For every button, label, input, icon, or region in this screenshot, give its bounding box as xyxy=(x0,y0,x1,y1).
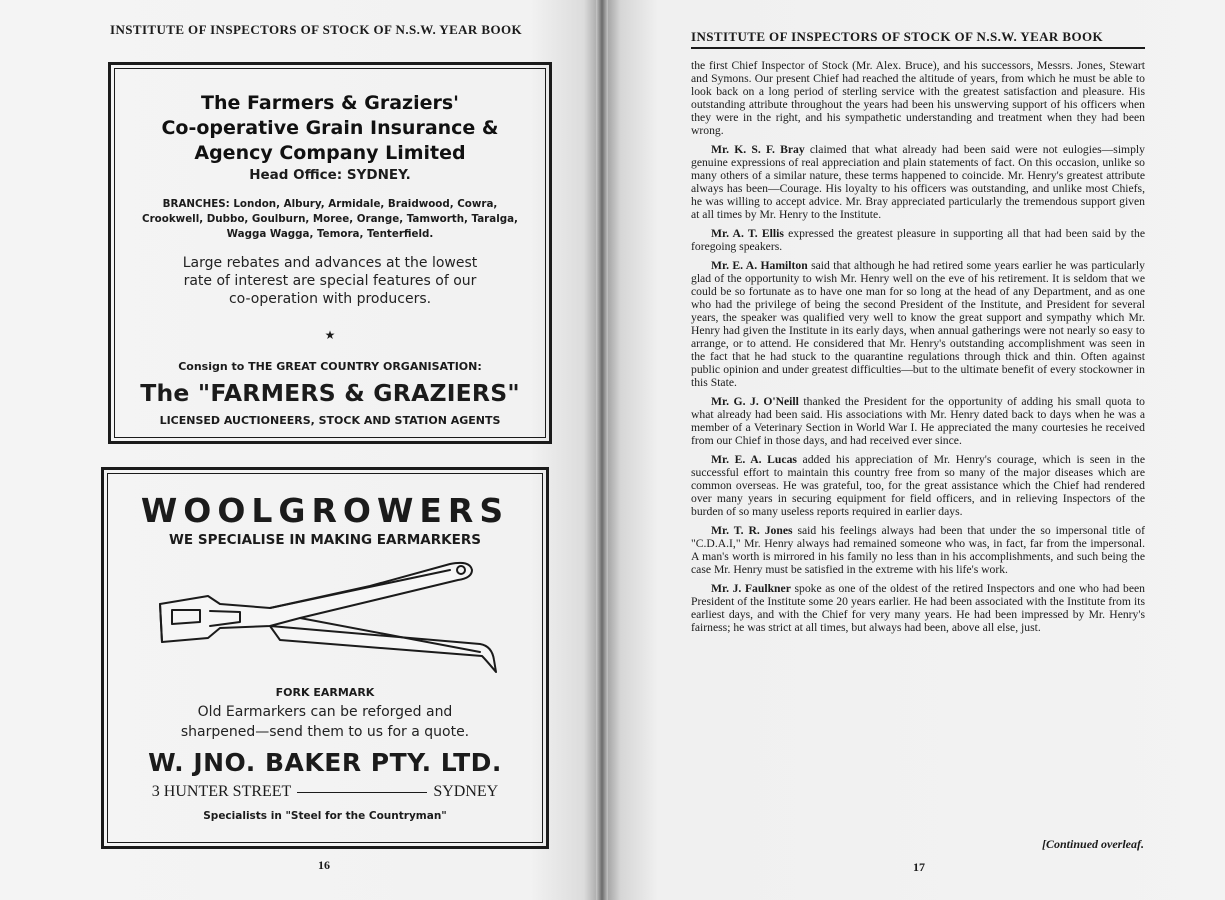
ad-subhead: WE SPECIALISE IN MAKING EARMARKERS xyxy=(169,532,481,548)
speaker-name: Mr. A. T. Ellis xyxy=(711,227,784,240)
right-page xyxy=(602,0,1225,900)
speaker-name: Mr. T. R. Jones xyxy=(711,524,793,537)
company-name: W. JNO. BAKER PTY. LTD. xyxy=(148,748,502,777)
paragraph: Mr. K. S. F. Bray claimed that what already had been said were not eulogies—simply genuine expressions of real appreciation and plain statements of fact. On this occasion, unlike so many others of a similar nature, these terms happened to coincide. Mr. Henry's greatest attribute always has been—Courage. His loyalty to his officers was outstanding, and unlike most Chiefs, he was willing to accept advice. Mr. Bray appreciated particularly the tremendous support given at all times by Mr. Henry to the Institute. xyxy=(691,143,1145,221)
address: 3 HUNTER STREET SYDNEY xyxy=(151,783,499,800)
speaker-name: Mr. G. J. O'Neill xyxy=(711,395,799,408)
paragraph: Mr. G. J. O'Neill thanked the President for the opportunity of adding his small quota to what already had been said. His associations with Mr. Henry dated back to days when he was a member of a Veterinary Section in World War I. He appreciated the many courtesies he received from our Chief in those days, and had received ever since. xyxy=(691,395,1146,447)
speaker-name: Mr. J. Faulkner xyxy=(711,582,791,595)
star-icon: ★ xyxy=(324,328,336,342)
ad-title: The Farmers & Graziers' Co-operative Grain Insurance & Agency Company Limited xyxy=(161,92,499,164)
branches-list: BRANCHES: London, Albury, Armidale, Braidwood, Cowra, Crookwell, Dubbo, Goulburn, Moree, Orange, Tamworth, Taralga, Wagga Wagga, Temora, Tenterfield. xyxy=(142,198,518,240)
product-caption: FORK EARMARK xyxy=(275,686,375,699)
continued-note: [Continued overleaf. xyxy=(1042,837,1144,851)
consign-text: Consign to THE GREAT COUNTRY ORGANISATION: xyxy=(178,360,482,373)
reforge-text: Old Earmarkers can be reforged and sharpened—send them to us for a quote. xyxy=(180,704,470,740)
speaker-name: Mr. E. A. Lucas xyxy=(711,453,797,466)
book-gutter xyxy=(596,0,608,900)
speaker-name: Mr. E. A. Hamilton xyxy=(711,259,808,272)
speaker-name: Mr. K. S. F. Bray xyxy=(711,143,805,156)
paragraph: Mr. E. A. Hamilton said that although he had retired some years earlier he was particularly glad of the opportunity to wish Mr. Henry well on the eve of his retirement. It is seldom that we could be so fortunate as to have one man for so long at the head of any Department, and as one who had the privilege of being the second President of the Institute, and President for several years, the speaker was qualified very well to know the great support and sympathy which Mr. Henry had given the Institute in its early days, when annual gatherings were not nearly so easy to arrange, or to attend. He considered that Mr. Henry's outstanding accomplishment was seen in the fact that he had stuck to the quarantine regulations through thick and thin. Often against public opinion and under greatest difficulties—but to the ultimate benefit of every stockowner in this State. xyxy=(691,259,1145,389)
head-office: Head Office: SYDNEY. xyxy=(249,167,411,183)
page-number: 16 xyxy=(318,858,330,872)
page-number: 17 xyxy=(913,860,925,874)
paragraph: Mr. J. Faulkner spoke as one of the oldest of the retired Inspectors and one who had been President of the Institute some 20 years earlier. He had been associated with the Institute from its earliest days, and with the Chief for very many years. He had been impressed by Mr. Henry's fairness; he was strict at all times, but always had been, above all else, just. xyxy=(691,582,1145,634)
farmers-graziers-advertisement xyxy=(108,62,552,444)
running-head: INSTITUTE OF INSPECTORS OF STOCK OF N.S.W. YEAR BOOK xyxy=(110,22,522,37)
paragraph: Mr. A. T. Ellis expressed the greatest pleasure in supporting all that had been said by the foregoing speakers. xyxy=(691,227,1145,253)
tagline: Specialists in "Steel for the Countryman" xyxy=(203,810,447,822)
ad-headline: WOOLGROWERS xyxy=(140,491,510,530)
article-body xyxy=(691,59,1145,634)
running-head: INSTITUTE OF INSPECTORS OF STOCK OF N.S.W. YEAR BOOK xyxy=(691,29,1145,49)
licensed-agents: LICENSED AUCTIONEERS, STOCK AND STATION AGENTS xyxy=(159,414,501,427)
rebates-text: Large rebates and advances at the lowest rate of interest are special features of our co-operation with producers. xyxy=(182,255,478,307)
fork-earmark-tool-illustration xyxy=(150,556,500,678)
company-name: The "FARMERS & GRAZIERS" xyxy=(140,379,520,407)
woolgrowers-advertisement xyxy=(101,467,549,849)
divider xyxy=(297,792,427,793)
paragraph: Mr. T. R. Jones said his feelings always had been that under the so impersonal title of "C.D.A.I," Mr. Henry always had remained someone who was, in fact, far from the impersonal. A man's worth is mirrored in his family no less than in his accomplishments, and such being the case Mr. Henry must be satisfied in the extreme with his life's work. xyxy=(691,524,1145,576)
paragraph: the first Chief Inspector of Stock (Mr. Alex. Bruce), and his successors, Messrs. Jones, Stewart and Symons. Our present Chief had reached the altitude of years, from which he must be able to look back on a long period of sterling service with the greatest satisfaction and pleasure. His outstanding attribute throughout the years had been his unswerving support of his officers when they were in the right, and his sympathetic understanding and treatment when they had been wrong. xyxy=(691,59,1145,137)
paragraph: Mr. E. A. Lucas added his appreciation of Mr. Henry's courage, which is seen in the successful effort to maintain this country free from so many of the major diseases which are common overseas. He was grateful, too, for the great assistance which the Chief had rendered over many years in securing equipment for field officers, and in relieving Inspectors of the burden of so many useless reports required in earlier days. xyxy=(691,453,1145,518)
